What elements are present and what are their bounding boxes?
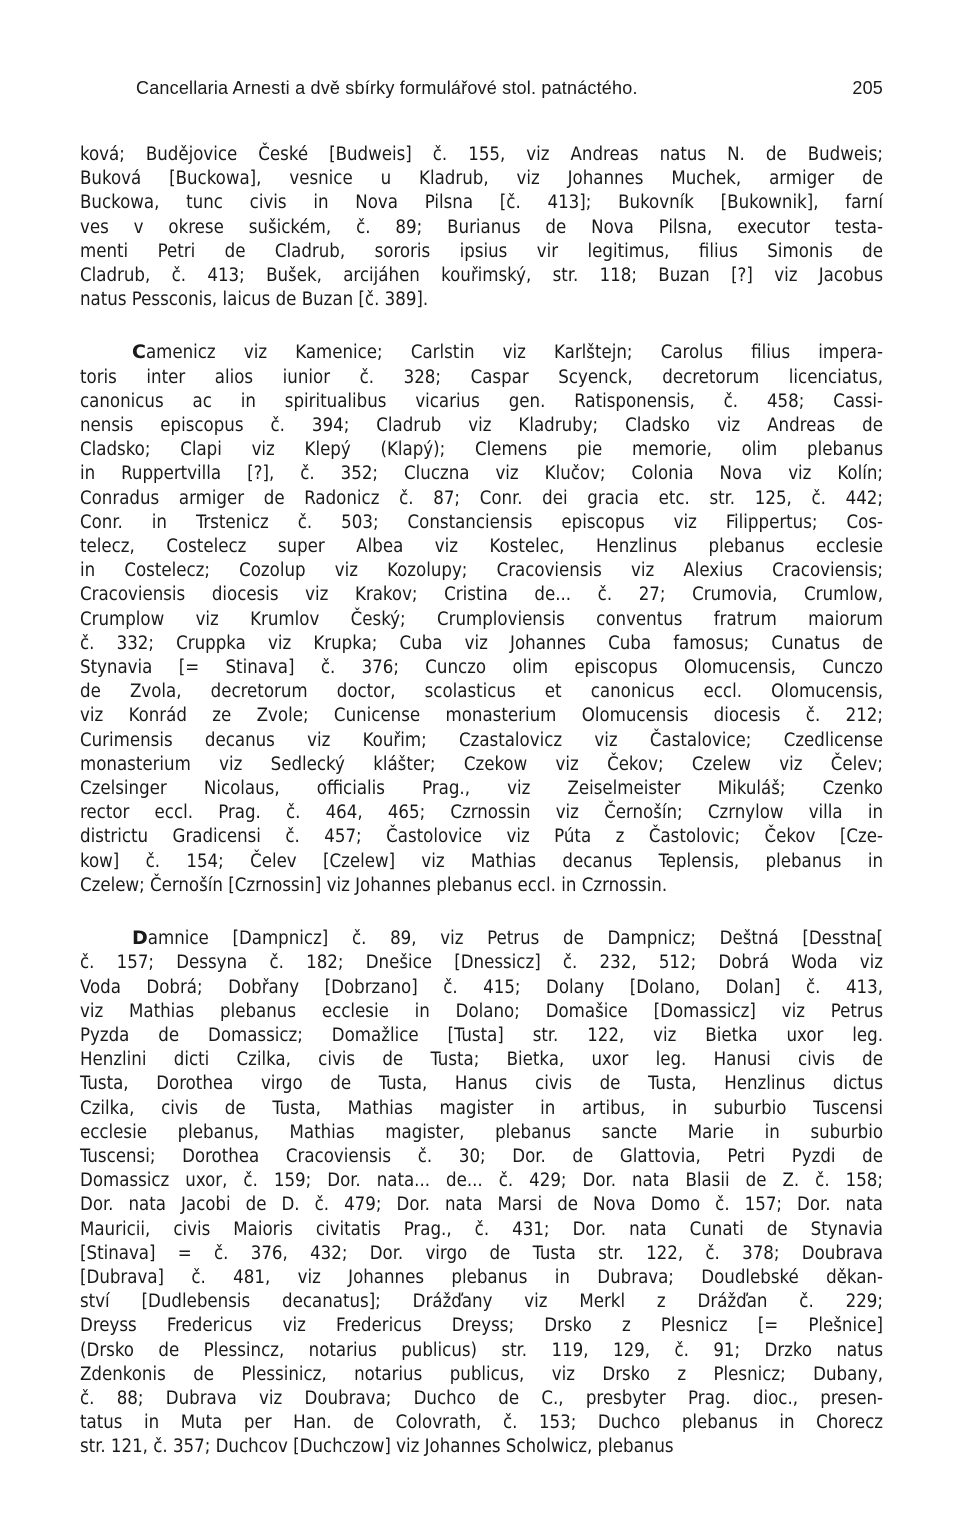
text-line (80, 1072, 883, 1096)
line-text: nensis episcopus č. 394; Cladrub viz Kladruby; Cladsko viz Andreas de (80, 415, 883, 437)
text-line (80, 1000, 883, 1024)
line-text: Domassicz uxor, č. 159; Dor. nata... de... č. 429; Dor. nata Blasii de Z. č. 158; (80, 1170, 883, 1192)
line-text: Conr. in Trstenicz č. 503; Constanciensis episcopus viz Filippertus; Cos- (80, 511, 883, 533)
text-line (80, 1266, 883, 1290)
text-line (80, 1314, 883, 1338)
text-line (80, 340, 883, 365)
line-text: Mauricii, civis Maioris civitatis Prag., č. 431; Dor. nata Cunati de Stynavia (80, 1218, 883, 1240)
text-line (80, 976, 883, 1000)
text-line (80, 704, 883, 728)
text-line (80, 1145, 883, 1169)
text-line (80, 1169, 883, 1193)
line-text: Dor. nata Jacobi de D. č. 479; Dor. nata Marsi de Nova Domo č. 157; Dor. nata (80, 1194, 883, 1216)
text-line (80, 487, 883, 511)
text-line (80, 1435, 883, 1459)
line-text: Pyzda de Domassicz; Domažlice [Tusta] str. 122, viz Bietka uxor leg. (80, 1024, 883, 1046)
text-line (80, 608, 883, 632)
line-text: ves v okrese sušickém, č. 89; Burianus de Nova Pilsna, executor testa- (80, 216, 883, 238)
line-text: telecz, Costelecz super Albea viz Kostelec, Henzlinus plebanus ecclesie (80, 536, 883, 558)
line-text: Buková [Buckowa], vesnice u Kladrub, viz Johannes Muchek, armiger de (80, 168, 883, 190)
text-line (80, 438, 883, 462)
line-text: Zdenkonis de Plessinicz, notarius publicus, viz Drsko z Plesnicz; Dubany, (80, 1363, 883, 1385)
index-paragraph-c (80, 340, 883, 898)
text-line (80, 462, 883, 486)
text-line (80, 535, 883, 559)
line-text: amnice [Dampnicz] č. 89, viz Petrus de Dampnicz; Deštná [Desstna[ (147, 928, 883, 950)
line-text: viz Konrád ze Zvole; Cunicense monasterium Olomucensis diocesis č. 212; (80, 705, 883, 727)
line-text: Cracoviensis diocesis viz Krakov; Cristina de... č. 27; Crumovia, Crumlow, (80, 584, 883, 606)
text-line (80, 414, 883, 438)
index-paragraph-b (80, 143, 883, 312)
line-text: č. 157; Dessyna č. 182; Dnešice [Dnessicz] č. 232, 512; Dobrá Woda viz (80, 952, 883, 974)
text-line (80, 288, 883, 312)
line-text: Stynavia [= Stinava] č. 376; Cunczo olim episcopus Olomucensis, Cunczo (80, 657, 883, 679)
text-line (80, 753, 883, 777)
text-line (80, 143, 883, 167)
text-line (80, 240, 883, 264)
text-line (80, 926, 883, 951)
book-page (80, 78, 883, 1488)
line-text: toris inter alios iunior č. 328; Caspar Scyenck, decretorum licenciatus, (80, 366, 883, 388)
text-line (80, 729, 883, 753)
text-line (80, 216, 883, 240)
line-text: Tuscensi; Dorothea Cracoviensis č. 30; Dor. de Glattovia, Petri Pyzdi de (80, 1145, 883, 1167)
text-line (80, 1387, 883, 1411)
line-text: in Costelecz; Cozolup viz Kozolupy; Cracoviensis viz Alexius Cracoviensis; (80, 560, 883, 582)
line-text: Cladsko; Clapi viz Klepý (Klapý); Clemens pie memorie, olim plebanus (80, 439, 883, 461)
text-line (80, 1024, 883, 1048)
text-line (80, 1363, 883, 1387)
line-text: Conradus armiger de Radonicz č. 87; Conr. dei gracia etc. str. 125, č. 442; (80, 487, 883, 509)
text-line (80, 632, 883, 656)
line-text: rector eccl. Prag. č. 464, 465; Czrnossin viz Černošín; Czrnylow villa in (80, 802, 883, 824)
line-text: viz Mathias plebanus ecclesie in Dolano; Domašice [Domassicz] viz Petrus (80, 1000, 883, 1022)
line-text: Buckowa, tunc civis in Nova Pilsna [č. 413]; Bukovník [Bukownik], farní (80, 192, 883, 214)
text-line (80, 559, 883, 583)
text-line (80, 825, 883, 849)
line-text: tatus in Muta per Han. de Colovrath, č. 153; Duchco plebanus in Chorecz (80, 1412, 883, 1434)
line-text: amenicz viz Kamenice; Carlstin viz Karlštejn; Carolus filius impera- (145, 342, 883, 364)
line-text: (Drsko de Plessincz, notarius publicus) str. 119, 129, č. 91; Drzko natus (80, 1339, 883, 1361)
line-text: Tusta, Dorothea virgo de Tusta, Hanus civis de Tusta, Henzlinus dictus (80, 1073, 883, 1095)
line-text: č. 332; Cruppka viz Krupka; Cuba viz Johannes Cuba famosus; Cunatus de (80, 632, 883, 654)
text-line (80, 656, 883, 680)
line-text: ství [Dudlebensis decanatus]; Drážďany viz Merkl z Drážďan č. 229; (80, 1291, 883, 1313)
text-line (80, 191, 883, 215)
line-text: de Zvola, decretorum doctor, scolasticus et canonicus eccl. Olomucensis, (80, 681, 883, 703)
line-text: Crumplow viz Krumlov Český; Crumploviensis conventus fratrum maiorum (80, 608, 883, 630)
line-text: kow] č. 154; Čelev [Czelew] viz Mathias decanus Teplensis, plebanus in (80, 850, 883, 872)
text-line (80, 264, 883, 288)
text-line (80, 366, 883, 390)
text-line (80, 680, 883, 704)
line-text: Dreyss Fredericus viz Fredericus Dreyss; Drsko z Plesnicz [= Plešnice] (80, 1315, 883, 1337)
line-text: Cladrub, č. 413; Bušek, arcijáhen kouřimský, str. 118; Buzan [?] viz Jacobus (80, 265, 883, 287)
text-line (80, 874, 883, 898)
line-text: č. 88; Dubrava viz Doubrava; Duchco de C., presbyter Prag. dioc., presen- (80, 1387, 883, 1409)
text-line (80, 1097, 883, 1121)
line-text: str. 121, č. 357; Duchcov [Duchczow] viz Johannes Scholwicz, plebanus (80, 1436, 674, 1458)
line-text: menti Petri de Cladrub, sororis ipsius vir legitimus, filius Simonis de (80, 240, 883, 262)
text-line (80, 1290, 883, 1314)
text-line (80, 1121, 883, 1145)
index-paragraph-d (80, 926, 883, 1459)
text-line (80, 1193, 883, 1217)
text-line (80, 1048, 883, 1072)
line-text: [Dubrava] č. 481, viz Johannes plebanus in Dubrava; Doudlebské děkan- (80, 1266, 883, 1288)
text-line (80, 1411, 883, 1435)
line-text: districtu Gradicensi č. 457; Častolovice viz Púta z Častolovic; Čekov [Cze- (80, 826, 883, 848)
line-text: monasterium viz Sedlecký klášter; Czekow viz Čekov; Czelew viz Čelev; (80, 753, 883, 775)
text-line (80, 801, 883, 825)
text-line (80, 951, 883, 975)
line-text: natus Pessconis, laicus de Buzan [č. 389]. (80, 289, 429, 311)
text-line (80, 1339, 883, 1363)
page-number: 205 (852, 78, 883, 98)
line-text: in Ruppertvilla [?], č. 352; Cluczna viz Klučov; Colonia Nova viz Kolín; (80, 463, 883, 485)
line-text: ková; Budějovice České [Budweis] č. 155, viz Andreas natus N. de Budweis; (80, 144, 883, 165)
line-text: Czelsinger Nicolaus, officialis Prag., viz Zeiselmeister Mikuláš; Czenko (80, 778, 883, 800)
text-line (80, 777, 883, 801)
line-text: Curimensis decanus viz Kouřim; Czastalovicz viz Častalovice; Czedlicense (80, 729, 883, 751)
text-line (80, 1218, 883, 1242)
section-initial: D (132, 927, 148, 950)
index-text (80, 143, 883, 1460)
line-text: [Stinava] = č. 376, 432; Dor. virgo de Tusta str. 122, č. 378; Doubrava (80, 1242, 883, 1264)
line-text: Voda Dobrá; Dobřany [Dobrzano] č. 415; Dolany [Dolano, Dolan] č. 413, (80, 976, 883, 998)
running-head (80, 78, 883, 99)
line-text: ecclesie plebanus, Mathias magister, plebanus sancte Marie in suburbio (80, 1121, 883, 1143)
text-line (80, 511, 883, 535)
text-line (80, 850, 883, 874)
line-text: Czelew; Černošín [Czrnossin] viz Johannes plebanus eccl. in Czrnossin. (80, 874, 668, 896)
running-head-title: Cancellaria Arnesti a dvě sbírky formulářové stol. patnáctého. (136, 78, 638, 98)
line-text: Czilka, civis de Tusta, Mathias magister in artibus, in suburbio Tuscensi (80, 1097, 883, 1119)
line-text: Henzlini dicti Czilka, civis de Tusta; Bietka, uxor leg. Hanusi civis de (80, 1049, 883, 1071)
text-line (80, 167, 883, 191)
text-line (80, 390, 883, 414)
text-line (80, 1242, 883, 1266)
section-initial: C (132, 341, 146, 364)
text-line (80, 583, 883, 607)
line-text: canonicus ac in spiritualibus vicarius gen. Ratisponensis, č. 458; Cassi- (80, 390, 883, 412)
